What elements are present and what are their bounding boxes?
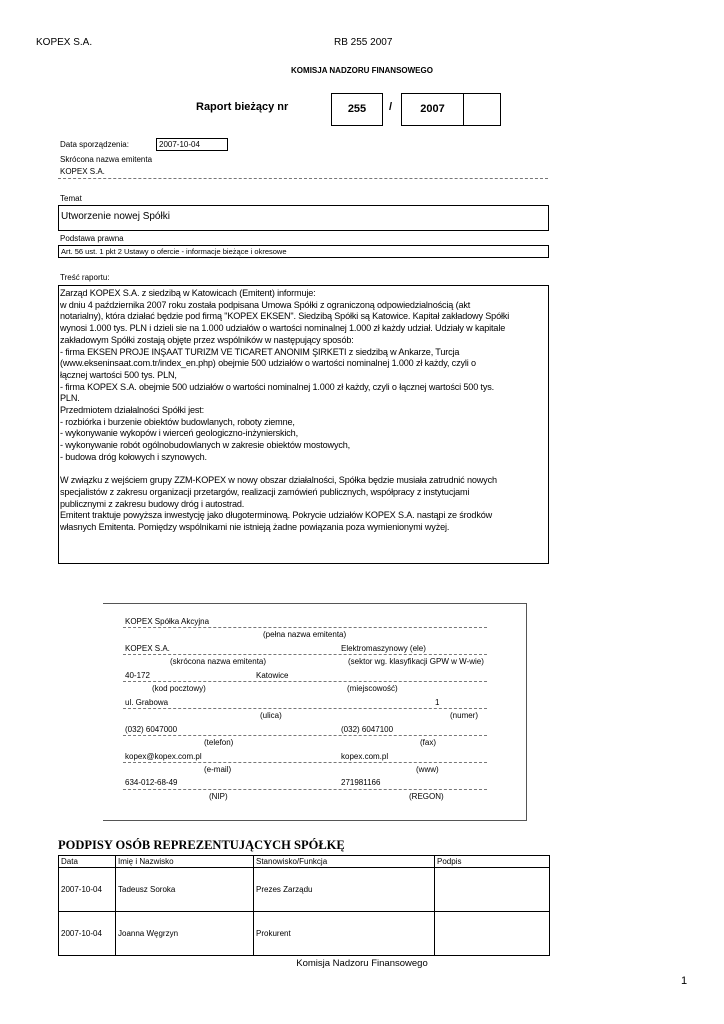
issuer-www: kopex.com.pl bbox=[341, 752, 389, 761]
issuer-number-caption: (numer) bbox=[450, 711, 479, 720]
short-name-label: Skrócona nazwa emitenta bbox=[60, 155, 153, 164]
issuer-street: ul. Grabowa bbox=[125, 698, 169, 707]
signatures-header-position: Stanowisko/Funkcja bbox=[254, 856, 435, 868]
content-line: wynosi 1.000 tys. PLN i dzieli sie na 1.000 udziałów o wartości nominalnej 1.000 zł każdy udział. Udziały w kapitale bbox=[60, 323, 506, 334]
issuer-regon: 271981166 bbox=[341, 778, 381, 787]
signature-row-date: 2007-10-04 bbox=[59, 912, 116, 956]
page-number: 1 bbox=[681, 975, 688, 987]
content-line: (www.ekseninsaat.com.tr/index_en.php) obejmie 500 udziałów o wartości nominalnej 1.000 zł każdy, czyli o bbox=[60, 358, 476, 369]
issuer-fax-caption: (fax) bbox=[420, 738, 436, 747]
content-line: W związku z wejściem grupy ZZM-KOPEX w nowy obszar działalności, Spółka będzie musiała zatrudnić nowych bbox=[60, 475, 497, 486]
signature-row-signature bbox=[435, 912, 550, 956]
issuer-email: kopex@kopex.com.pl bbox=[125, 752, 202, 761]
signature-row-date: 2007-10-04 bbox=[59, 868, 116, 912]
issuer-sector: Elektromaszynowy (ele) bbox=[341, 644, 426, 653]
issuer-number: 1 bbox=[435, 698, 440, 707]
issuer-street-caption: (ulica) bbox=[260, 711, 282, 720]
content-line: - firma KOPEX S.A. obejmie 500 udziałów o wartości nominalnej 1.000 zł każdy, czyli o łącznej wartości 500 tys. bbox=[60, 381, 495, 392]
subject-label: Temat bbox=[60, 194, 82, 203]
divider bbox=[123, 654, 487, 655]
divider bbox=[123, 681, 487, 682]
issuer-phone: (032) 6047000 bbox=[125, 725, 178, 734]
signature-row-signature bbox=[435, 868, 550, 912]
report-extra-box bbox=[463, 93, 501, 126]
issuer-phone-caption: (telefon) bbox=[204, 738, 234, 747]
divider bbox=[123, 762, 487, 763]
divider bbox=[123, 708, 487, 709]
divider bbox=[123, 735, 487, 736]
issuer-email-caption: (e-mail) bbox=[204, 765, 232, 774]
signatures-header-date: Data bbox=[59, 856, 116, 868]
content-line: w dniu 4 października 2007 roku została podpisana Umowa Spółki z ograniczoną odpowiedzialnością (akt bbox=[60, 299, 471, 310]
content-line: PLN. bbox=[60, 393, 80, 404]
issuer-nip-caption: (NIP) bbox=[209, 792, 228, 801]
content-line: własnych Emitenta. Pomiędzy wspólnikami nie istnieją żadne powiązania poza wymienionymi wyżej. bbox=[60, 522, 450, 533]
issuer-postal-caption: (kod pocztowy) bbox=[152, 684, 206, 693]
issuer-short-name-caption: (skrócona nazwa emitenta) bbox=[170, 657, 267, 666]
header-company: KOPEX S.A. bbox=[36, 37, 93, 48]
signatures-header-signature: Podpis bbox=[435, 856, 550, 868]
legal-value: Art. 56 ust. 1 pkt 2 Ustawy o ofercie - informacje bieżące i okresowe bbox=[58, 245, 549, 258]
content-label: Treść raportu: bbox=[60, 273, 110, 282]
divider bbox=[58, 178, 548, 179]
content-line: Zarząd KOPEX S.A. z siedzibą w Katowicach (Emitent) informuje: bbox=[60, 288, 316, 298]
content-line: specjalistów z zakresu organizacji przetargów, realizacji zamówień publicznych, współpracy z instytucjami bbox=[60, 486, 470, 497]
divider bbox=[123, 627, 487, 628]
issuer-postal-code: 40-172 bbox=[125, 671, 150, 680]
content-box bbox=[58, 285, 549, 564]
legal-label: Podstawa prawna bbox=[60, 234, 124, 243]
issuer-nip: 634-012-68-49 bbox=[125, 778, 178, 787]
issuer-short-name: KOPEX S.A. bbox=[125, 644, 170, 653]
date-label: Data sporządzenia: bbox=[60, 140, 129, 149]
signatures-table bbox=[58, 855, 550, 956]
signature-row-name: Joanna Węgrzyn bbox=[116, 912, 254, 956]
content-line: - wykonywanie robót ogólnobudowlanych w zakresie obiektów mostowych, bbox=[60, 440, 351, 451]
short-name-value: KOPEX S.A. bbox=[60, 167, 105, 176]
issuer-full-name: KOPEX Spółka Akcyjna bbox=[125, 617, 210, 626]
content-line: notarialny), która działać będzie pod firmą "KOPEX EKSEN". Siedzibą Spółki są Katowice. Kapitał zakładowy Spółki bbox=[60, 311, 510, 322]
content-line: łącznej wartości 500 tys. PLN, bbox=[60, 369, 177, 380]
content-line: - wykonywanie wykopów i wierceń geologiczno-inżynierskich, bbox=[60, 428, 298, 439]
content-line: Przedmiotem działalności Spółki jest: bbox=[60, 405, 205, 416]
issuer-full-name-caption: (pełna nazwa emitenta) bbox=[263, 630, 347, 639]
report-year: 2007 bbox=[401, 93, 464, 126]
content-line: Emitent traktuje powyższa inwestycję jako długoterminową. Pokrycie udziałów KOPEX S.A. nastąpi ze środków bbox=[60, 510, 493, 521]
footer-agency: Komisja Nadzoru Finansowego bbox=[296, 958, 428, 969]
issuer-city: Katowice bbox=[256, 671, 289, 680]
issuer-sector-caption: (sektor wg. klasyfikacji GPW w W-wie) bbox=[348, 657, 484, 666]
content-line: publicznymi z zakresu budowy dróg i autostrad. bbox=[60, 498, 245, 509]
report-slash: / bbox=[389, 101, 393, 113]
report-label: Raport bieżący nr bbox=[196, 101, 289, 113]
date-value: 2007-10-04 bbox=[156, 138, 228, 151]
signature-row-name: Tadeusz Soroka bbox=[116, 868, 254, 912]
signatures-header-name: Imię i Nazwisko bbox=[116, 856, 254, 868]
divider bbox=[123, 789, 487, 790]
signature-row-position: Prokurent bbox=[254, 912, 435, 956]
issuer-fax: (032) 6047100 bbox=[341, 725, 394, 734]
issuer-www-caption: (www) bbox=[416, 765, 439, 774]
content-line: - budowa dróg kołowych i szynowych. bbox=[60, 451, 207, 462]
header-report-ref: RB 255 2007 bbox=[334, 37, 393, 48]
header-agency: KOMISJA NADZORU FINANSOWEGO bbox=[291, 66, 433, 75]
report-number: 255 bbox=[331, 93, 383, 126]
content-line: - rozbiórka i burzenie obiektów budowlanych, roboty ziemne, bbox=[60, 416, 295, 427]
issuer-city-caption: (miejscowość) bbox=[347, 684, 398, 693]
content-line: - firma EKSEN PROJE INŞAAT TURIZM VE TICARET ANONIM ŞIRKETI z siedzibą w Ankarze, Turcja bbox=[60, 346, 460, 357]
signatures-title: PODPISY OSÓB REPREZENTUJĄCYCH SPÓŁKĘ bbox=[58, 838, 345, 852]
issuer-regon-caption: (REGON) bbox=[409, 792, 444, 801]
content-line bbox=[60, 464, 547, 476]
subject-value: Utworzenie nowej Spółki bbox=[58, 205, 549, 231]
content-line: zakładowym Spółki zostają objęte przez wspólników w następujący sposób: bbox=[60, 334, 354, 345]
signature-row-position: Prezes Zarządu bbox=[254, 868, 435, 912]
